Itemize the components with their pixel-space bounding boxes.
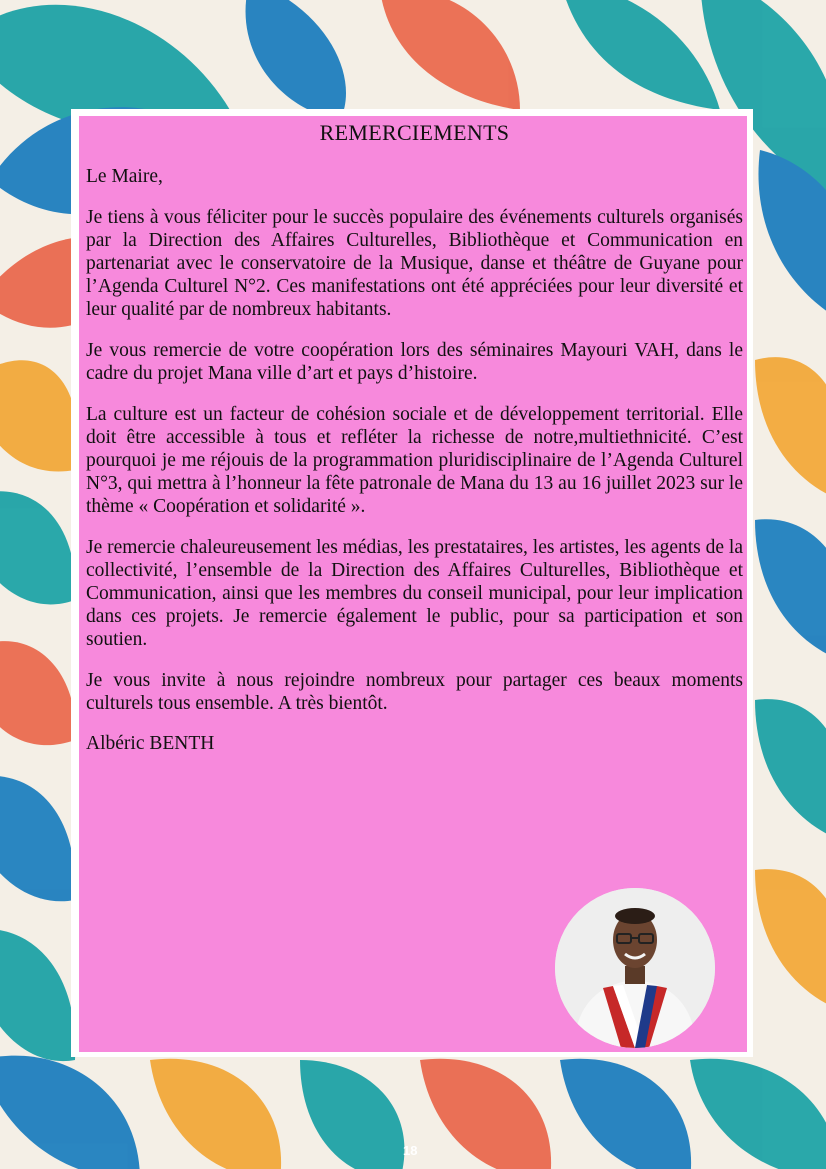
paragraph-1: Je tiens à vous féliciter pour le succès populaire des événements culturels organisés par la Direction des Affaires Culturelles, Bibliothèque et Communication en partenariat avec le conservatoire de la Musique, danse et théâtre de Guyane pour l’Agenda Culturel N°2. Ces manifestations ont été appréciées pour leur diversité et leur qualité par de nombreux habitants.	[86, 207, 743, 320]
salutation: Le Maire,	[86, 166, 163, 187]
letter-content	[86, 120, 743, 755]
paragraph-5: Je vous invite à nous rejoindre nombreux pour partager ces beaux moments culturels tous ensemble. A très bientôt.	[86, 670, 743, 714]
paragraph-2: Je vous remercie de votre coopération lors des séminaires Mayouri VAH, dans le cadre du projet Mana ville d’art et pays d’histoire.	[86, 340, 743, 384]
page-number: 18	[403, 1143, 418, 1158]
letter-title: REMERCIEMENTS	[319, 120, 510, 145]
paragraph-3: La culture est un facteur de cohésion sociale et de développement territorial. Elle doit être accessible à tous et refléter la richesse de notre,multiethnicité. C’est pourquoi je me réjouis de la programmation pluridisciplinaire de l’Agenda Culturel N°3, qui mettra à l’honneur la fête patronale de Mana du 13 au 16 juillet 2023 sur le thème « Coopération et solidarité ».	[86, 404, 743, 517]
paragraph-4: Je remercie chaleureusement les médias, les prestataires, les artistes, les agents de la collectivité, l’ensemble de la Direction des Affaires Culturelles, Bibliothèque et Communication, ainsi que les membres du conseil municipal, pour leur implication dans ces projets. Je remercie également le public, pour sa participation et son soutien.	[86, 537, 743, 650]
mayor-portrait-photo	[555, 888, 715, 1048]
signature: Albéric BENTH	[86, 733, 215, 754]
